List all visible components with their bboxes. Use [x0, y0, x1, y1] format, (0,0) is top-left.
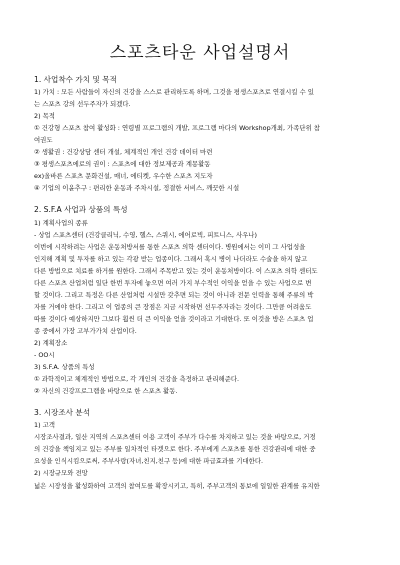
paragraph-line: - OO시 [34, 351, 55, 360]
paragraph-line: 넓은 시장성을 활성화하여 고객의 참여도를 확장시키고, 특히, 주부고객의 통보에 일일한 관계를 유지한 [34, 481, 320, 490]
paragraph-line: 자를 거에야 한다. 그리고 이 업종의 큰 장점은 지금 시작하면 선두주자라는 것이다. 그만큼 어려움도 [34, 302, 312, 311]
paragraph-line: 1) 계획사업의 종류 [34, 218, 88, 227]
paragraph-line: 2) 계획장소 [34, 338, 68, 347]
paragraph-line: ① 건강형 스포츠 참여 활성화 : 연령별 프로그램의 개발, 프로그램 마다의 Workshop개최, 가족단위 참 [34, 124, 320, 133]
paragraph-line: 이번에 시작하려는 사업은 운동처방서를 통한 스포츠 의학 센터이다. 병원에서는 이미 그 사업성을 [34, 242, 306, 251]
paragraph-line: 다른 스포츠 산업처럼 일단 한번 투자에 놓으면 여러 가지 부수적인 이익을 얻을 수 있는 사업으로 변 [34, 278, 312, 287]
paragraph-line: ② 생활권 : 건강상담 센터 개설, 체계적인 개인 건강 데이터 마련 [34, 148, 213, 157]
paragraph-line: 는 스포츠 강의 선두주자가 되겠다. [34, 100, 131, 109]
document-body [34, 74, 372, 492]
paragraph-line: ① 과학적이고 체계적인 방법으로, 각 개인의 건강을 측정하고 관리해준다. [34, 375, 240, 384]
document-title: 스포츠타운 사업설명서 [109, 43, 291, 63]
paragraph-line: ② 자신의 건강프로그램을 바탕으로 한 스포츠 활동. [34, 387, 178, 396]
paragraph-line: 인지해 계획 및 투자를 하고 있는 각광 받는 업종이다. 그래서 혹시 병이 나더라도 수술을 하지 않고 [34, 254, 308, 263]
paragraph-line: 여권도 [34, 136, 53, 145]
paragraph-line: 종 중에서 가장 고부가가치 산업이다. [34, 326, 137, 335]
section-heading: 3. 시장조사 분석 [34, 408, 91, 418]
section-heading: 1. 사업착수 가치 및 목적 [34, 75, 117, 84]
paragraph-line: 1) 가치 : 모든 사람들이 자신의 건강을 스스로 관리하도록 하며, 그것을 평생스포츠로 연결시킬 수 있 [34, 88, 314, 97]
paragraph-line: - 상업 스포츠센터 (건강클리닉, 수영, 헬스, 스쿼시, 에어로빅, 피트니스, 사우나) [34, 230, 257, 239]
paragraph-line: ③ 평생스포츠에로의 권이 : 스포츠에 대한 정보제공과 계몽활동 [34, 160, 211, 169]
paragraph-line: 1) 고객 [34, 421, 55, 430]
paragraph-line: 2) 목적 [34, 112, 55, 121]
paragraph-line: 요성을 인식시킴으로써, 주부사랑(자녀,친지,친구 등)에 대한 파급효과를 기대한다. [34, 457, 264, 466]
paragraph-line: 시장조사결과, 일산 지역의 스포츠센터 이용 고객이 주부가 다수를 차지하고 있는 것을 바탕으로, 거경 [34, 433, 316, 442]
section-heading: 2. S.F.A 사업과 상품의 특성 [34, 205, 128, 215]
paragraph-line: 따를 것이다 예상하지만 그보다 훨씬 더 큰 이익을 얻을 것이라고 기대한다. 또 이것을 방은 스포츠 업 [34, 314, 314, 323]
paragraph-line: 3) S.F.A. 상품의 특성 [34, 363, 95, 372]
paragraph-line: 2) 시장규모와 전망 [34, 469, 88, 478]
paragraph-line: 다른 방법으로 치료를 하거를 원한다. 그래서 주목받고 있는 것이 운동처방이다. 이 스포츠 의학 센터도 [34, 266, 318, 275]
paragraph-line: ex)올바른 스포츠 문화건설, 매너, 에티켓, 우수한 스포츠 지도자 [34, 172, 213, 181]
paragraph-line: 할 것이다. 그리고 특정은 다른 산업처럼 시설만 갖추면 되는 것이 아니라 전문 인력을 통해 주류의 박 [34, 290, 314, 299]
section-spacer [34, 397, 372, 407]
paragraph-line: ④ 기업의 이윤추구 : 편리한 운동과 주차시설, 정결한 서비스, 깨끗한 시설 [34, 184, 240, 193]
section-spacer [34, 194, 372, 204]
paragraph-line: 의 건강을 책임지고 있는 주부를 일차적인 타겟으로 한다. 주부에게 스포츠를 통한 건강관리에 대한 중 [34, 445, 316, 454]
